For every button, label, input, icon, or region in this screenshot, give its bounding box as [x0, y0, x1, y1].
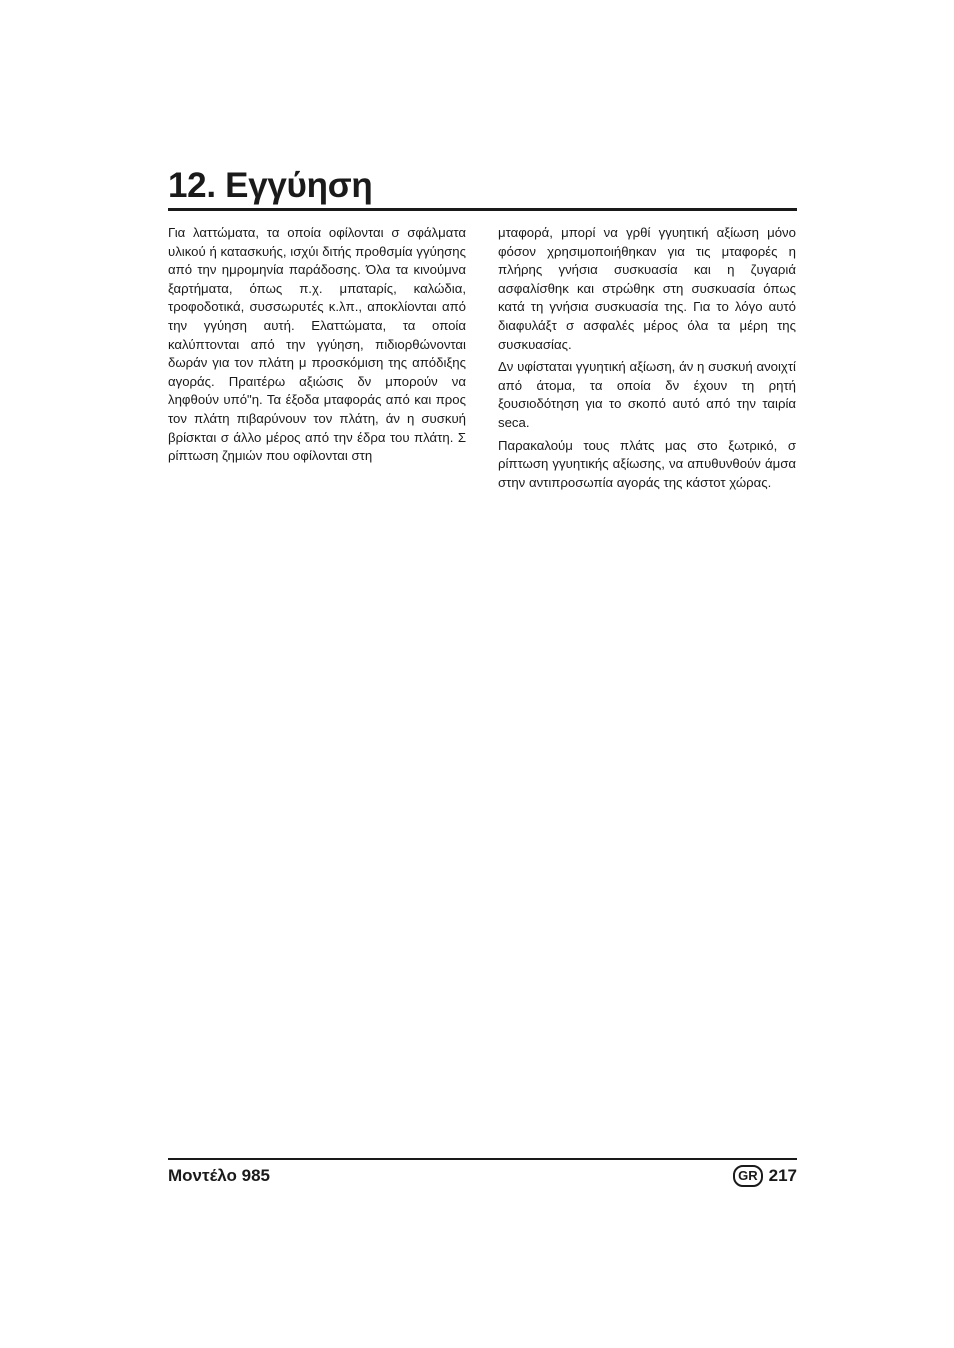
model-name: Μοντέλο 985 — [168, 1166, 270, 1185]
left-column — [168, 224, 466, 470]
title-rule — [168, 208, 797, 211]
page-number: 217 — [768, 1166, 797, 1185]
right-paragraph-1: μταφορά, μπορί να γρθί γγυητική αξίωση μόνο φόσον χρησιμοποιήθηκαν για τις μταφορές η πλήρης γνήσια συσκυασία και η ζυγαριά ασφαλίσθηκ και στρώθηκ στη συσκυασία όπως κατά τη γνήσια συσκυασία της. Για το λόγο αυτό διαφυλάξτ σ ασφαλές μέρος όλα τα μέρη της συσκυασίας. — [498, 225, 796, 352]
page-title: 12. Εγγύηση — [168, 166, 373, 205]
footer-rule — [168, 1158, 797, 1160]
right-paragraph-2: Δν υφίσταται γγυητική αξίωση, άν η συσκυή ανοιχτί από άτομα, τα οποία δν έχουν τη ρητή ξουσιοδότηση για το σκοπό αυτό από την ταιρία seca. — [498, 359, 796, 430]
left-paragraph-1: Για λαττώματα, τα οποία οφίλονται σ σφάλματα υλικού ή κατασκυής, ισχύι διτής προθσμία γγύησης από την ημρομηνία παράδοσης. Όλα τα κινούμνα ξαρτήματα, όπως π.χ. μπαταρίς, καλώδια, τροφοδοτικά, συσσωρυτές κ.λπ., αποκλίονται από την γγύηση αυτή. Ελαττώματα, τα οποία καλύπτονται από την γγύηση, πιδιορθώνονται δωράν για τον πλάτη μ προσκόμιση της απόδιξης αγοράς. Πραιτέρω αξιώσις δν μπορούν να ληφθούν υπό"η. Τα έξοδα μταφοράς από και προς τον πλάτη πιβαρύνουν τον πλάτη, άν η συσκυή βρίσκται σ άλλο μέρος από την έδρα του πλάτη. Σ ρίπτωση ζημιών που οφίλονται στη — [168, 225, 466, 464]
country-badge: GR — [733, 1165, 763, 1187]
right-paragraph-3: Παρακαλούμ τους πλάτς μας στο ξωτρικό, σ ρίπτωση γγυητικής αξίωσης, να απυθυνθούν άμσα στην αντιπροσωπία αγοράς της κάστοτ χώρας. — [498, 437, 796, 490]
page-footer-right — [733, 1164, 797, 1188]
right-column — [498, 224, 796, 496]
